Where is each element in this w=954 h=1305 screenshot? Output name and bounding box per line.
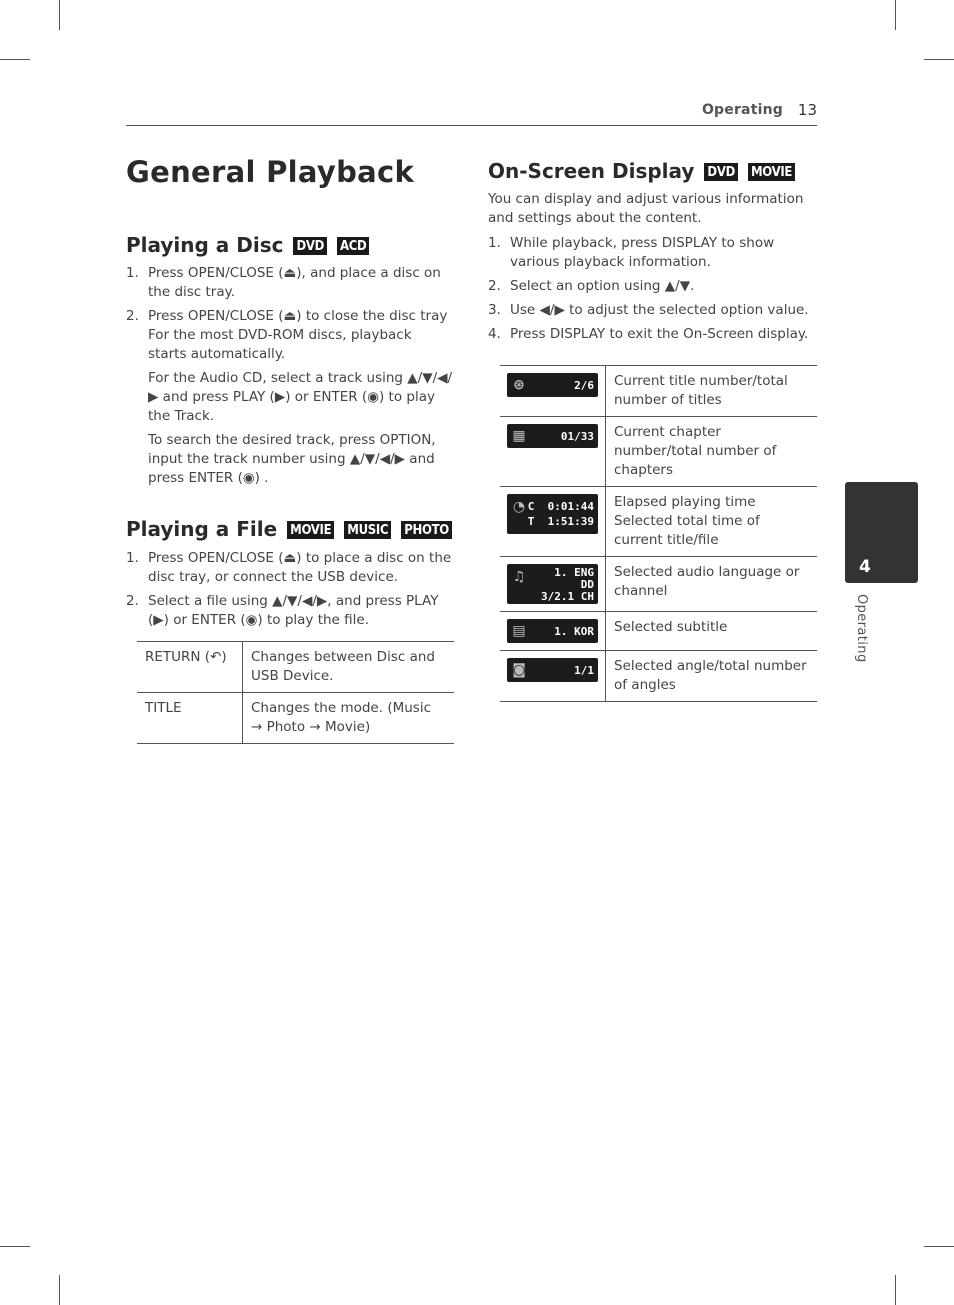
chapter-film-icon: ▦ xyxy=(512,428,526,444)
table-row xyxy=(500,487,817,557)
playing-disc-steps xyxy=(126,264,454,493)
osd-heading-text: On-Screen Display xyxy=(488,159,695,183)
list-item xyxy=(488,325,818,344)
table-row xyxy=(137,642,454,693)
osd-desc: Selected subtitle xyxy=(614,619,728,635)
osd-value: 1. KOR xyxy=(554,625,594,638)
osd-value: 2/6 xyxy=(574,379,594,392)
step-text: Press OPEN/CLOSE (⏏) to close the disc tray For the most DVD-ROM discs, playback starts automatically. xyxy=(148,308,448,362)
list-item xyxy=(126,307,454,488)
step-number: 2. xyxy=(126,593,139,609)
osd-subtitle-display xyxy=(507,619,598,643)
osd-heading xyxy=(488,159,795,183)
table-key: RETURN (↶) xyxy=(137,642,243,693)
title-reel-icon: ⊛ xyxy=(513,377,525,393)
osd-icon-cell xyxy=(500,651,606,702)
osd-value: DD xyxy=(580,578,594,591)
osd-audio-display xyxy=(507,564,598,604)
osd-value: T 1:51:39 xyxy=(527,515,594,528)
list-item xyxy=(126,592,454,630)
osd-angle-display xyxy=(507,658,598,682)
step-text: Select a file using ▲/▼/◀/▶, and press PLAY (▶) or ENTER (◉) to play the file. xyxy=(148,593,439,628)
osd-icon-cell xyxy=(500,487,606,557)
crop-mark xyxy=(924,59,954,60)
page-header xyxy=(126,100,817,126)
step-number: 2. xyxy=(126,308,139,324)
step-text: Press OPEN/CLOSE (⏏) to place a disc on the disc tray, or connect the USB device. xyxy=(148,550,452,585)
subtitle-icon: ▤ xyxy=(512,623,526,639)
table-row xyxy=(500,366,817,417)
osd-desc: Selected audio language or channel xyxy=(614,564,800,599)
music-badge: MUSIC xyxy=(344,521,391,539)
file-controls-table xyxy=(137,641,454,744)
dvd-badge: DVD xyxy=(704,163,738,181)
step-text: Use ◀/▶ to adjust the selected option value. xyxy=(510,302,809,318)
crop-mark xyxy=(895,1275,896,1305)
table-row xyxy=(500,612,817,651)
osd-value: C 0:01:44 xyxy=(527,500,594,513)
playing-file-heading-text: Playing a File xyxy=(126,517,278,541)
table-row xyxy=(500,557,817,612)
osd-chapter-display xyxy=(507,424,598,448)
table-row xyxy=(500,651,817,702)
table-value: Changes between Disc and USB Device. xyxy=(251,649,435,684)
step-note: For the Audio CD, select a track using ▲/▼/◀/▶ and press PLAY (▶) or ENTER (◉) to play the Track. xyxy=(148,370,453,424)
step-number: 1. xyxy=(488,235,501,251)
step-note: To search the desired track, press OPTION, input the track number using ▲/▼/◀/▶ and press ENTER (◉) . xyxy=(148,432,436,486)
acd-badge: ACD xyxy=(337,237,369,255)
osd-info-table xyxy=(500,365,817,702)
table-value: Changes the mode. (Music → Photo → Movie) xyxy=(251,700,432,735)
camera-angle-icon: ◙ xyxy=(512,662,526,678)
step-text: Select an option using ▲/▼. xyxy=(510,278,695,294)
osd-time-display xyxy=(507,494,598,534)
list-item xyxy=(126,264,454,302)
movie-badge: MOVIE xyxy=(748,163,795,181)
crop-mark xyxy=(0,1246,30,1247)
page-title: General Playback xyxy=(126,155,415,189)
crop-mark xyxy=(59,1275,60,1305)
headphones-icon: ♫ xyxy=(512,569,526,585)
crop-mark xyxy=(895,0,896,30)
step-number: 4. xyxy=(488,326,501,342)
crop-mark xyxy=(0,59,30,60)
clock-icon: ◔ xyxy=(512,499,526,515)
list-item xyxy=(126,549,454,587)
crop-mark xyxy=(59,0,60,30)
chapter-label: Operating xyxy=(854,594,869,663)
playing-file-heading xyxy=(126,517,452,541)
step-text: Press DISPLAY to exit the On-Screen display. xyxy=(510,326,809,342)
chapter-tab xyxy=(845,482,918,583)
step-number: 1. xyxy=(126,550,139,566)
step-number: 2. xyxy=(488,278,501,294)
osd-icon-cell xyxy=(500,612,606,651)
step-number: 1. xyxy=(126,265,139,281)
osd-value: 1/1 xyxy=(574,664,594,677)
photo-badge: PHOTO xyxy=(401,521,452,539)
osd-value: 3/2.1 CH xyxy=(541,590,594,603)
osd-icon-cell xyxy=(500,557,606,612)
page-number: 13 xyxy=(797,101,817,119)
playing-disc-heading xyxy=(126,233,369,257)
osd-value: 01/33 xyxy=(560,430,594,443)
crop-mark xyxy=(924,1246,954,1247)
osd-desc: Selected angle/total number of angles xyxy=(614,658,807,693)
header-section-title: Operating xyxy=(701,102,783,118)
osd-icon-cell xyxy=(500,417,606,487)
table-row xyxy=(137,693,454,744)
dvd-badge: DVD xyxy=(293,237,327,255)
osd-desc: Current title number/total number of titles xyxy=(614,373,788,408)
osd-icon-cell xyxy=(500,366,606,417)
movie-badge: MOVIE xyxy=(287,521,334,539)
chapter-number: 4 xyxy=(859,557,871,577)
list-item xyxy=(488,234,818,272)
osd-value: 1. ENG xyxy=(554,566,594,579)
step-text: Press OPEN/CLOSE (⏏), and place a disc on the disc tray. xyxy=(148,265,441,300)
playing-disc-heading-text: Playing a Disc xyxy=(126,233,284,257)
step-number: 3. xyxy=(488,302,501,318)
list-item xyxy=(488,277,818,296)
osd-desc: Current chapter number/total number of chapters xyxy=(614,424,777,478)
step-text: While playback, press DISPLAY to show various playback information. xyxy=(510,235,775,270)
table-row xyxy=(500,417,817,487)
playing-file-steps xyxy=(126,549,454,635)
osd-title-display xyxy=(507,373,598,397)
osd-intro: You can display and adjust various information and settings about the content. xyxy=(488,191,804,226)
table-key: TITLE xyxy=(137,693,243,744)
osd-steps xyxy=(488,234,818,349)
list-item xyxy=(488,301,818,320)
osd-desc: Elapsed playing time Selected total time of current title/file xyxy=(614,494,760,548)
